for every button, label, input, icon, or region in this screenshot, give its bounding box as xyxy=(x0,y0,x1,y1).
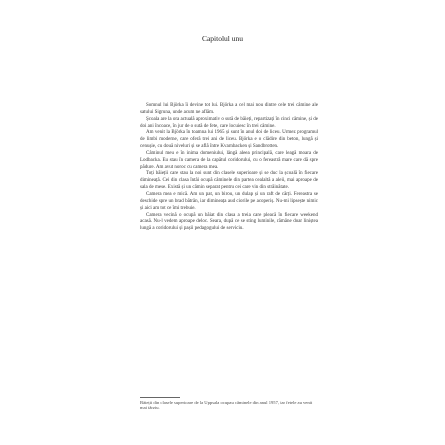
footnote xyxy=(140,397,318,411)
paragraph: Camera vecină o ocupă un băiat din clasa a treia care pleacă în fiecare weekend acasă. Nu-l vedem aproape deloc. Seara, după ce se sting luminile, rămâne doar liniștea lungă a coridorului și pașii pedagogului de serviciu. xyxy=(140,212,318,232)
paragraph: Camera mea e mică. Am un pat, un birou, un dulap și un raft de cărți. Fereastra se deschide spre un brad bătrân, iar dimineața aud ciorile pe acoperiș. Nu-mi lipsește nimic și aici am tot ce îmi trebuie. xyxy=(140,191,318,211)
paragraph: Școala are la ora actuală aproximativ o sută de băieți, repartizați în cinci câmine, și de doi ani încoace, în jur de o sută de fete, care locuiesc în trei câmine. xyxy=(140,116,318,129)
chapter-title: Capitolul unu xyxy=(201,34,244,43)
footnote-rule xyxy=(140,397,180,398)
paragraph: Câminul meu e în inima domeniului, lângă aleea principală, care leagă moara de Lodbacka. Eu stau în camera de la capătul coridorului, cu o fereastră mare care dă spre pădure. Am avut noroc cu camera mea. xyxy=(140,150,318,170)
paragraph: Somnul lui Björka îi devine tot lui. Björka a cel mai nou dintre cele trei câmine ale satului Sigruna, unde acum ne aflăm. xyxy=(140,103,318,115)
paragraph: Am venit la Björka în toamna lui 1965 și sunt în anul doi de liceu. Urmez programul de limbi moderne, care oferă trei ani de liceu. Björka e o clădire din beton, lungă și cenușie, cu două niveluri și se află între Kvarnbacken și Sandbrotten. xyxy=(140,130,318,150)
paragraph: Toți băieții care stau la noi sunt din clasele superioare și se duc la școală în fiecare dimineață. Cei din clasa întâi ocupă câminele din partea cealaltă a aleii, mai aproape de sala de mese. Există și un câmin separat pentru cei care vin din străinătate. xyxy=(140,171,318,191)
footnote-text: Băieții din clasele superioare de la Uppsala ocupau câminele din anul 1957, iar fetele au venit mai târziu. xyxy=(140,399,313,411)
body-text xyxy=(140,103,318,233)
